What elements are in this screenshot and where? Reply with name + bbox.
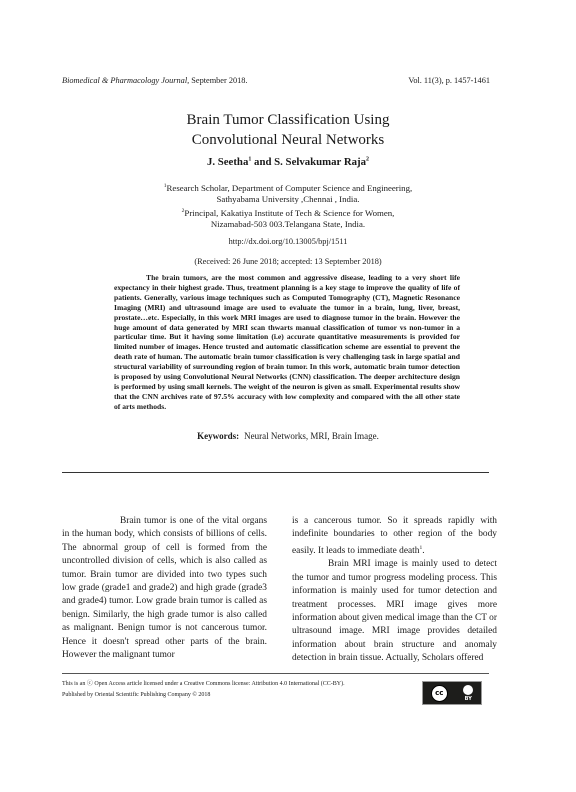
body-column-right (292, 515, 497, 666)
title-line-1: Brain Tumor Classification Using (186, 112, 390, 128)
journal-name: Biomedical & Pharmacology Journal, (62, 76, 190, 85)
footer-divider (62, 673, 489, 674)
affil-line-2: Sathyabama University ,Chennai , India. (216, 194, 360, 205)
volume-info: Vol. 11(3), p. 1457-1461 (408, 76, 490, 85)
body-column-left (62, 515, 267, 662)
affil-line-4: Nizamabad-503 003.Telangana State, India. (210, 218, 366, 229)
intro-para-cont-end: . (422, 545, 425, 556)
author-1: J. Seetha (206, 156, 249, 168)
paper-title (0, 110, 576, 150)
author-2: S. Selvakumar Raja (274, 156, 367, 168)
intro-paragraph-1-cont (292, 515, 497, 558)
affil-line-3: Principal, Kakatiya Institute of Tech & Science for Women, (184, 207, 395, 218)
received-dates: (Received: 26 June 2018; accepted: 13 September 2018) (194, 257, 382, 266)
doi-link[interactable]: http://dx.doi.org/10.13005/bpj/1511 (228, 237, 348, 246)
cc-icon: cc (431, 685, 448, 702)
author-1-sup: 1 (248, 156, 252, 163)
attribution-person-icon (463, 685, 473, 695)
license-text: This is an ⓒ Open Access article licensed under a Creative Commons license: Attribution 4.0 International (CC-BY). (62, 681, 345, 687)
abstract: The brain tumors, are the most common and aggressive disease, leading to a very short life expectancy in their highest grade. Thus, treatment planning is a key stage to improve the quality of life of patients. Generally, various image techniques such as Computed Tomography (CT), Magnetic Resonance Imaging (MRI) and ultrasound image are used to evaluate the tumor in a brain, lung, liver, breast, prostate…etc. Especially, in this work MRI images are used to diagnose tumor in the brain. However the huge amount of data generated by MRI scan thwarts manual classification of tumor vs non-tumor in a particular time. But it having some limitation (i.e) accurate quantitative measurements is provided for limited number of images. Hence trusted and automatic classification scheme are essential to prevent the death rate of human. The automatic brain tumor classification is very challenging task in large spatial and structural variability of surrounding region of brain tumor. In this work, automatic brain tumor detection is proposed by using Convolutional Neural Networks (CNN) classification. The deeper architecture design is performed by using small kernels. The weight of the neuron is given as small. Experimental results show that the CNN archives rate of 97.5% accuracy with low complexity and compared with the all other state of arts methods. (114, 273, 460, 411)
keywords-value: Neural Networks, MRI, Brain Image. (244, 431, 379, 441)
title-line-2: Convolutional Neural Networks (191, 132, 385, 148)
publisher-text: Published by Oriental Scientific Publishing Company © 2018 (62, 692, 211, 698)
affil-1-sup: 1 (163, 183, 167, 189)
attribution-by (463, 685, 473, 702)
keywords-label: Keywords: (197, 431, 240, 441)
intro-paragraph-1: Brain tumor is one of the vital organs in the human body, which consists of billions of cells. The abnormal group of cell is formed from the uncontrolled division of cells, which is also called as tumor. Brain tumor are divided into two types such low grade (grade1 and grade2) and high grade (grade3 and grade4) tumor. Low grade brain tumor is called as benign. Similarly, the high grade tumor is also called as malignant. Benign tumor is not cancerous tumor. Hence it doesn't spread other parts of the brain. However the malignant tumor (62, 516, 267, 661)
affil-line-1: Research Scholar, Department of Computer Science and Engineering, (166, 182, 413, 193)
by-label: BY (464, 695, 472, 702)
keywords (0, 431, 576, 441)
cc-by-badge[interactable] (422, 681, 482, 705)
journal-date: September 2018. (189, 76, 248, 85)
intro-paragraph-2: Brain MRI image is mainly used to detect the tumor and tumor progress modeling process. This information is mainly used for tumor detection and treatment processes. MRI image gives more information about given medical image than the CT or ultrasound image. MRI image provides detailed information about brain structure and anomaly detection in brain tissue. Actually, Scholars offered (292, 559, 497, 664)
section-divider (62, 472, 489, 473)
authors-and: and (251, 156, 275, 168)
affiliations (0, 181, 576, 230)
journal-header (62, 76, 248, 85)
intro-para-cont-text: is a cancerous tumor. So it spreads rapidly with indefinite boundaries to other region of the body easily. It leads to immediate death (292, 516, 497, 556)
citation-1: 1 (419, 544, 423, 551)
affil-2-sup: 2 (181, 207, 185, 214)
authors (0, 156, 576, 168)
author-2-sup: 2 (366, 156, 370, 163)
